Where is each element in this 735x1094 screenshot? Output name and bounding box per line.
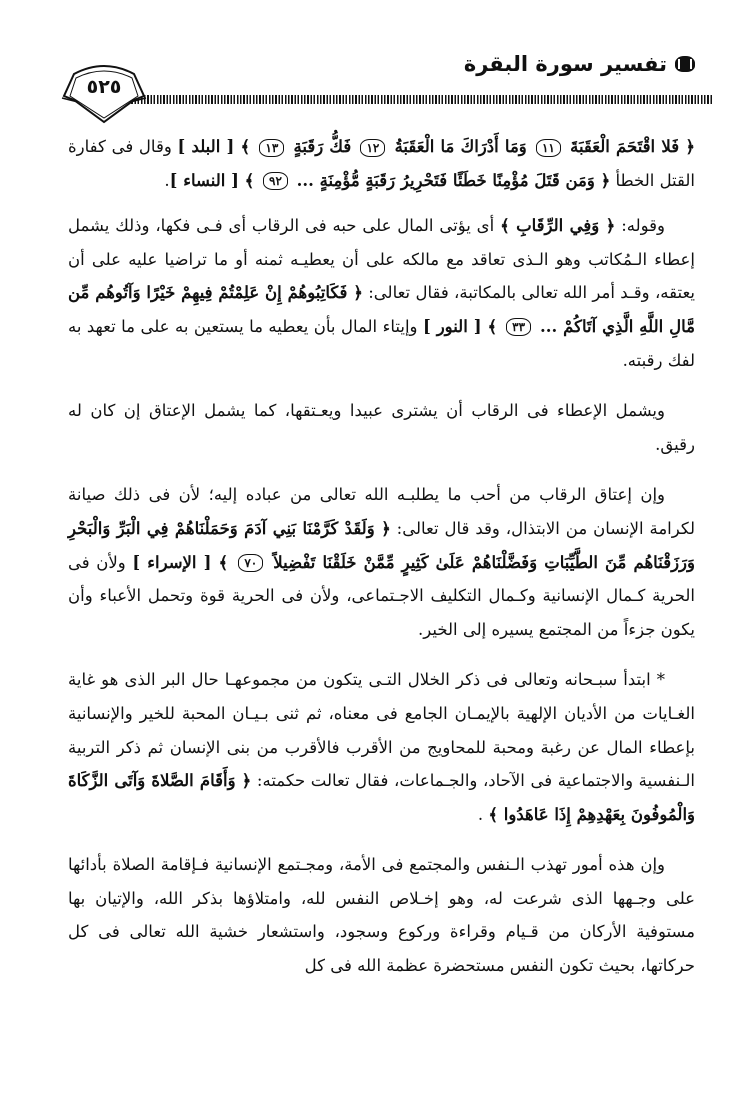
- ayah-number: ١٢: [360, 139, 385, 157]
- ayah-number: ١٣: [259, 139, 284, 157]
- verse-close: ﴾: [481, 316, 504, 336]
- paragraph-6: [68, 848, 695, 982]
- ayah-number: ٧٠: [238, 554, 263, 572]
- quran-verse: فَكُّ رَقَبَةٍ: [287, 137, 358, 156]
- verse-close: ﴾: [211, 552, 236, 572]
- surah-reference: [ البلد ]: [177, 137, 235, 156]
- quran-verse: ﴿ وَمَن قَتَلَ مُؤْمِنًا خَطَئًا فَتَحْرِيرُ رَقَبَةٍ مُّؤْمِنَةٍ ...: [290, 170, 611, 190]
- quran-verse: ﴿ وَلَقَدْ كَرَّمْنَا بَنِي آدَمَ وَحَمَلْنَاهُمْ فِي الْبَرِّ وَالْبَحْرِ وَرَزَقْنَاهُم مِّنَ الطَّيِّبَاتِ وَفَضَّلْنَاهُمْ عَلَىٰ كَثِيرٍ مِّمَّنْ خَلَقْنَا تَفْضِيلاً: [68, 518, 695, 572]
- ayah-number: ٣٣: [506, 318, 531, 336]
- page-header: [0, 0, 735, 140]
- quran-verse: ﴿ وَأَقَامَ الصَّلاةَ وَآتَى الزَّكَاةَ وَالْمُوفُونَ بِعَهْدِهِمْ إِذَا عَاهَدُوا ﴾: [68, 771, 695, 824]
- body-text: ولأن فى الحرية كـمال الإنسانية وكـمال التكليف الاجـتماعى، ولأن فى الحرية قوة وتحمل الأعباء وأن يكون جزءاً من المجتمع يسيره إلى الخير.: [68, 552, 695, 639]
- body-text: .: [477, 804, 489, 824]
- quran-verse: ﴿ فَلا اقْتَحَمَ الْعَقَبَةَ: [563, 137, 695, 156]
- paragraph-2: [68, 209, 695, 377]
- paragraph-5: [68, 663, 695, 831]
- page-number: ٥٢٥: [86, 76, 122, 98]
- body-text: * ابتدأ سبـحانه وتعالى فى ذكر الخلال التـى يتكون من مجموعهـا حال البر الذى هو غاية الغـايات من الأديان الإلهية بالإيمـان الجامع فى معناه، ثم ثنى بـيـان المحبة للخير والإنسانية بإعطاء المال عن رغبة ومحبة للمحاويج من الأقرب فالأقرب من بنى الإنسان ثم ذكر التربية الـنفسية والاجتماعية فى الآحاد، والجـماعات، فقال تعالت حكمته:: [68, 670, 695, 791]
- quran-verse: ﴿ وَفِي الرِّقَابِ ﴾: [500, 216, 616, 236]
- paragraph-3: [68, 394, 695, 461]
- paragraph-4: [68, 478, 695, 646]
- body-text: وإن هذه أمور تهذب الـنفس والمجتمع فى الأمة، ومجـتمع الإنسانية فـإقامة الصلاة بأدائها على وجـهها الذى شرعت له، وهو إخـلاص النفس لله، وامتلاؤها بذكر الله، والإتيان بها مستوفية الأركان من قـيام وقراءة وركوع وسجود، واستشعار خشية الله تعالى فى كل حركاتها، بحيث تكون النفس مستحضرة عظمة الله فى كل: [68, 855, 695, 976]
- running-title: [464, 52, 695, 76]
- body-text: وإن إعتاق الرقاب من أحب ما يطلبـه الله تعالى من عباده إليه؛ لأن فى ذلك صيانة لكرامة الإنسان من الابتذال، وقد قال تعالى:: [68, 485, 695, 538]
- ayah-number: ٩٢: [263, 172, 288, 190]
- body-text: ويشمل الإعطاء فى الرقاب أن يشترى عبيدا ويعـتقها، كما يشمل الإعتاق إن كان له رقيق.: [68, 401, 695, 454]
- surah-reference: [ النور ]: [422, 316, 482, 336]
- surah-reference: [ النساء ]: [169, 170, 239, 190]
- header-rule: [128, 95, 713, 104]
- running-title-text: تفسير سورة البقرة: [463, 52, 667, 76]
- ayah-number: ١١: [536, 139, 561, 157]
- verse-close: ﴾: [238, 170, 261, 190]
- paragraph-1: [68, 130, 695, 197]
- verse-close: ﴾: [234, 137, 257, 156]
- page-body: [68, 130, 695, 1000]
- quran-verse: وَمَا أَدْرَاكَ مَا الْعَقَبَةُ: [388, 137, 533, 156]
- body-text: وقال فى كفارة القتل الخطأ: [68, 137, 695, 190]
- page-number-badge: [58, 60, 150, 128]
- ornament-icon: [675, 56, 695, 72]
- body-text: .: [164, 170, 170, 190]
- quran-verse: ﴿ فَكَاتِبُوهُمْ إِنْ عَلِمْتُمْ فِيهِمْ خَيْرًا وَآتُوهُم مِّن مَّالِ اللَّهِ الَّذِي آتَاكُمْ ...: [68, 283, 695, 336]
- surah-reference: [ الإسراء ]: [132, 552, 212, 572]
- body-text: وإيتاء المال بأن يعطيه ما يستعين به على ما تعهد به لفك رقبته.: [68, 316, 695, 370]
- body-text: وقوله:: [615, 216, 666, 236]
- body-text: أى يؤتى المال على حبه فى الرقاب أى فـى فكها، وذلك يشمل إعطاء الـمُكاتب وهو الـذى تعاقد مع مالكه على أن يعطيـه ثمنه أو ما تراضيا عليه على أن يعتقه، وقـد أمر الله تعالى بالمكاتبة، فقال تعالى:: [68, 216, 696, 303]
